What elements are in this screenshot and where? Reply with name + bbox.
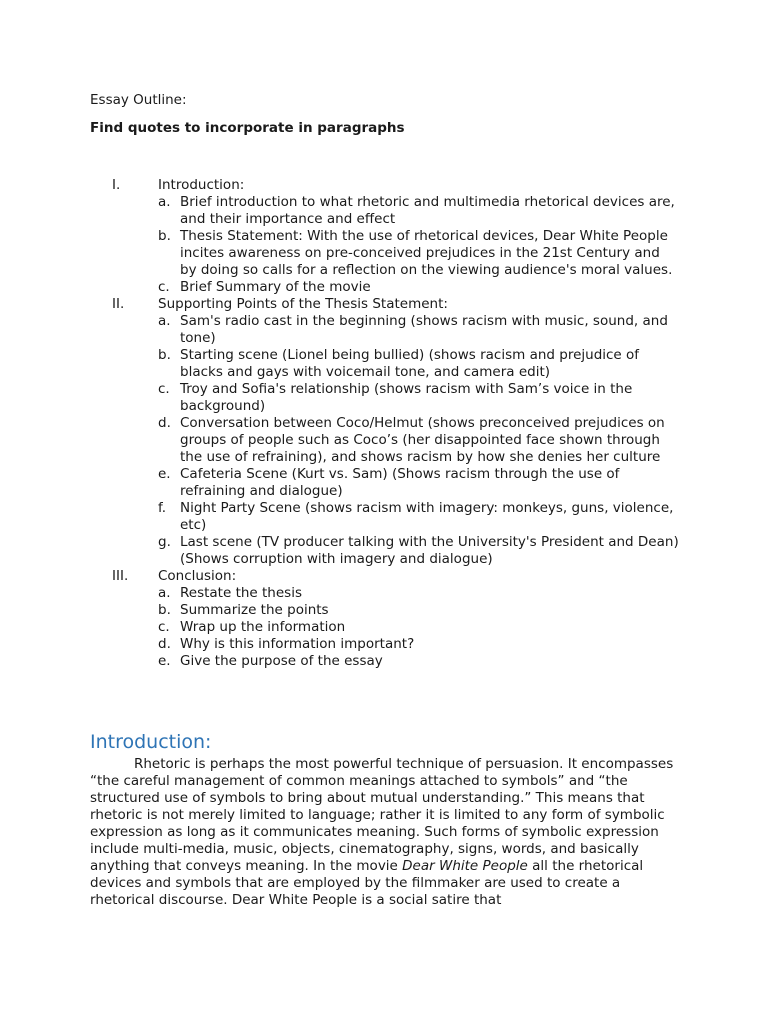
item-text: Why is this information important? (180, 636, 415, 652)
item-letter: a. (158, 194, 171, 210)
item-letter: c. (158, 619, 170, 635)
list-item (158, 653, 680, 670)
paragraph-text-start: Rhetoric is perhaps the most powerful technique of persuasion. It encompasses “the careful management of common meanings attached to symbols” and “the structured use of symbols to bring about mutual understanding.” This means that rhetoric is not merely limited to language; rather it is limited to any form of symbolic expression as long as it communicates meaning. Such forms of symbolic expression include multi-media, music, objects, cinematography, signs, words, and basically anything that conveys meaning. In the movie (90, 756, 674, 874)
item-letter: e. (158, 466, 171, 482)
section-numeral: II. (112, 296, 125, 312)
item-text: Summarize the points (180, 602, 329, 618)
list-item (158, 534, 680, 568)
list-item (158, 602, 680, 619)
essay-outline (0, 177, 768, 670)
item-letter: b. (158, 228, 171, 244)
item-text: Restate the thesis (180, 585, 302, 601)
item-letter: b. (158, 602, 171, 618)
list-item (158, 279, 680, 296)
document-heading: Find quotes to incorporate in paragraphs (90, 120, 405, 136)
item-text: Sam's radio cast in the beginning (shows racism with music, sound, and tone) (180, 313, 668, 346)
item-letter: e. (158, 653, 171, 669)
list-item (158, 619, 680, 636)
item-text: Give the purpose of the essay (180, 653, 383, 669)
item-letter: b. (158, 347, 171, 363)
list-item (158, 347, 680, 381)
outline-section (0, 296, 768, 568)
item-text: Conversation between Coco/Helmut (shows preconceived prejudices on groups of people such as Coco’s (her disappointed face shown through the use of refraining), and shows racism by how she denies her culture (180, 415, 665, 465)
item-letter: d. (158, 636, 171, 652)
section-title: Introduction: (158, 177, 245, 193)
item-letter: d. (158, 415, 171, 431)
item-text: Wrap up the information (180, 619, 346, 635)
paragraph-text-end: all the rhetorical devices and symbols that are employed by the filmmaker are used to create a rhetorical discourse. Dear White People is a social satire that (90, 858, 644, 908)
outline-section (0, 177, 768, 296)
document-label: Essay Outline: (90, 92, 187, 108)
item-letter: c. (158, 279, 170, 295)
list-item (158, 381, 680, 415)
list-item (158, 194, 680, 228)
section-item-list (0, 585, 768, 670)
item-letter: a. (158, 313, 171, 329)
item-text: Night Party Scene (shows racism with imagery: monkeys, guns, violence, etc) (180, 500, 674, 533)
section-item-list (0, 313, 768, 568)
introduction-paragraph (90, 756, 682, 909)
list-item (158, 466, 680, 500)
item-text: Cafeteria Scene (Kurt vs. Sam) (Shows racism through the use of refraining and dialogue) (180, 466, 620, 499)
section-title: Supporting Points of the Thesis Statement: (158, 296, 448, 312)
introduction-heading: Introduction: (90, 731, 212, 753)
section-title: Conclusion: (158, 568, 237, 584)
section-numeral: I. (112, 177, 121, 193)
list-item (158, 636, 680, 653)
item-text: Thesis Statement: With the use of rhetorical devices, Dear White People incites awareness on pre-conceived prejudices in the 21st Century and by doing so calls for a reflection on the viewing audience's moral values. (180, 228, 673, 278)
item-letter: a. (158, 585, 171, 601)
item-letter: f. (158, 500, 167, 516)
item-text: Brief Summary of the movie (180, 279, 371, 295)
list-item (158, 313, 680, 347)
item-text: Starting scene (Lionel being bullied) (shows racism and prejudice of blacks and gays with voicemail tone, and camera edit) (180, 347, 640, 380)
item-letter: c. (158, 381, 170, 397)
item-text: Troy and Sofia's relationship (shows racism with Sam’s voice in the background) (180, 381, 633, 414)
movie-title: Dear White People (402, 858, 528, 874)
item-letter: g. (158, 534, 171, 550)
item-text: Brief introduction to what rhetoric and multimedia rhetorical devices are, and their importance and effect (180, 194, 675, 227)
item-text: Last scene (TV producer talking with the University's President and Dean) (Shows corruption with imagery and dialogue) (180, 534, 679, 567)
list-item (158, 228, 680, 279)
section-numeral: III. (112, 568, 129, 584)
list-item (158, 415, 680, 466)
list-item (158, 500, 680, 534)
list-item (158, 585, 680, 602)
section-item-list (0, 194, 768, 296)
outline-section (0, 568, 768, 670)
